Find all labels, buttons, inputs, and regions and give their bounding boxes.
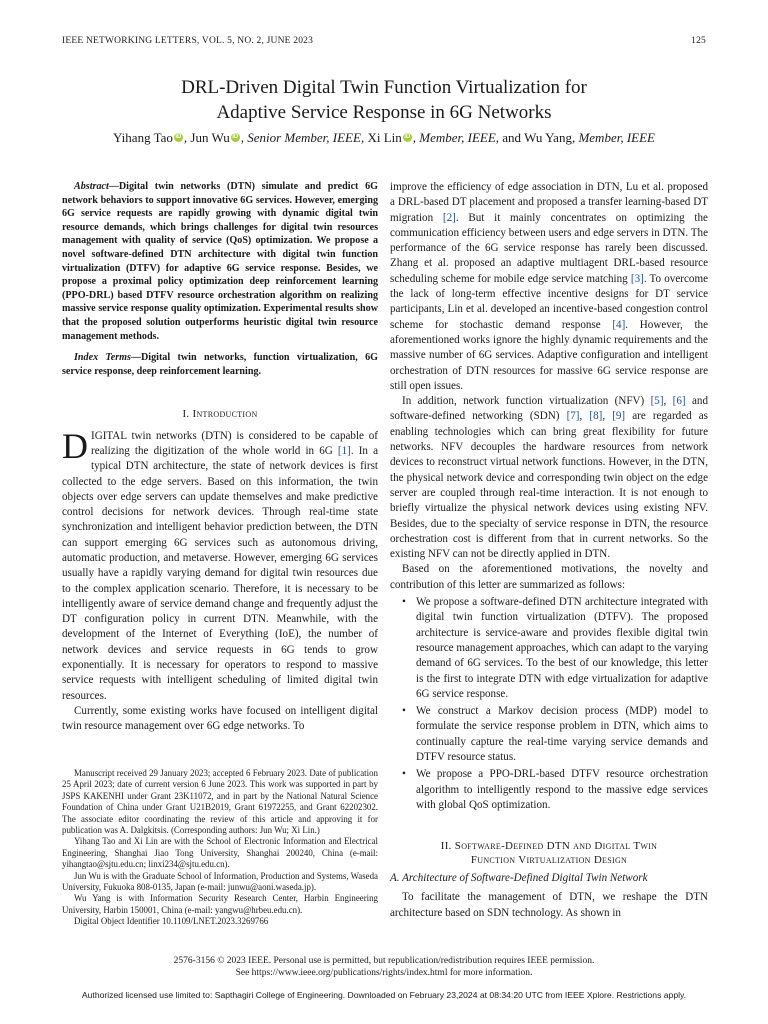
paragraph: Based on the aforementioned motivations, the novelty and contribution of this letter are summarized as follows: [390,563,708,591]
section-heading-2 [390,839,708,867]
section-title: Introduction [192,408,258,421]
orcid-icon[interactable]: iD [404,134,411,140]
citation-link[interactable]: [6] [672,395,686,408]
citation-link[interactable]: [1] [337,444,351,457]
author-separator: , and [495,130,525,145]
citation-link[interactable]: [4] [612,318,626,331]
citation-link[interactable]: [9] [612,410,626,423]
author-name: Wu Yang [524,130,572,145]
paragraph: To facilitate the management of DTN, we reshape the DTN architecture based on SDN technology. As shown in [390,891,708,919]
citation-link[interactable]: [8] [589,410,603,423]
left-column [62,180,378,735]
abstract-text: —Digital twin networks (DTN) simulate and predict 6G network behaviors to support innovative 6G services. However, emerging 6G service requests are rapidly growing with dynamic digital twin resource demands, which brings challenges for digital twin resources management with quality of service (QoS) optimization. We propose a novel software-defined DTN architecture with digital twin function virtualization (DTFV) for adaptive 6G service response. Besides, we propose a proximal policy optimization deep reinforcement learning (PPO-DRL) based DTFV resource orchestration algorithm on realizing massive service response quality optimization. Experimental results show that the proposed solution outperforms heuristic digital twin resource management methods. [62,181,378,342]
author-role: , Member, IEEE [412,130,496,145]
section-title-line: Function Virtualization Design [470,854,628,867]
footnote-affiliation: Jun Wu is with the Graduate School of Information, Production and Systems, Waseda University, Fukuoka 808-0135, Japan (e-mail: junwu@aoni.waseda.jp). [62,870,378,893]
footnotes [62,768,378,928]
paragraph-text: . In a typical DTN architecture, the state of network devices is first collected to the edge servers. Based on this information, the twin objects over edge servers can update themselves and make predictive control decisions for network devices. Through real-time state synchronization and intelligent behavior prediction between, the DTN can support emerging 6G services such as autonomous driving, automatic production, and metaverse. However, emerging 6G services usually have a rapidly varying demand for digital twin resources due to the complex application scenario. Therefore, it is necessary to be intelligently aware of service demand change and frequently adjust the DT configuration policy in current DTN. Meanwhile, with the development of the Internet of Everything (IoE), the number of network devices and service requests in 6G tends to grow exponentially. It is necessary for operators to respond to massive service requests with intelligent scheduling of limited digital twin resources. [62,444,378,702]
page-number: 125 [691,36,706,46]
citation-link[interactable]: [5] [650,395,664,408]
paragraph [390,180,708,394]
section-numeral: I. [182,408,193,421]
footnote-affiliation: Wu Yang is with Information Security Research Center, Harbin Engineering University, Harbin 150001, China (e-mail: yangwu@hrbeu.edu.cn). [62,893,378,915]
copyright-line: See https://www.ieee.org/publications/rights/index.html for more information. [235,968,533,978]
citation-link[interactable]: [2] [442,211,456,224]
title-line-1: DRL-Driven Digital Twin Function Virtualization for [181,77,587,98]
paragraph-text: . To overcome the lack of long-term effective incentive designs for DT service participants, Lin et al. developed an incentive-based congestion control scheme for stochastic demand response [390,272,708,331]
citation-link[interactable]: [3] [630,272,644,285]
paragraph-text: , [579,410,590,423]
paragraph-text: improve the efficiency of edge association in DTN, Lu et al. proposed a DRL-based DT placement and proposed a transfer learning-based DT migration [390,181,708,224]
orcid-icon[interactable]: iD [175,134,182,140]
list-item: • We propose a software-defined DTN architecture integrated with digital twin function virtualization (DTFV). The proposed architecture is service-aware and provides flexible digital twin resource management approaches, which can adapt to the varying demand of 6G services. To the best of our knowledge, this letter is the first to integrate DTN with edge virtualization for adaptive 6G service response. [390,595,708,702]
orcid-icon[interactable]: iD [232,134,239,140]
section-heading-introduction [62,407,378,422]
author-role: , Member, IEEE [571,130,655,145]
paper-title [0,75,768,125]
author-separator: , [360,130,368,145]
author-name: Yihang Tao [113,130,173,145]
index-terms [62,351,378,378]
footnote-affiliation: Yihang Tao and Xi Lin are with the School of Electronic Information and Electrical Engineering, Shanghai Jiao Tong University, Shanghai 200240, China (e-mail: yihangtao@sjtu.edu.cn; linxi234@sjtu.edu.cn). [62,836,378,870]
paragraph-text: IGITAL twin networks (DTN) is considered to be capable of realizing the digitization of the whole world in 6G [91,429,378,457]
section-title-line: II. Software-Defined DTN and Digital Twin [440,840,658,853]
abstract-label: Abstract [74,181,109,192]
paragraph-text: are regarded as enabling technologies which can bring great flexibility for future networks. NFV decouples the hardware resources from network devices to reconstruct virtual network functions. However, in the DTN, the physical network device and corresponding twin object on the edge server are coupled through real-time interaction. It is not enough to briefly virtualize the physical network devices using existing NFV. Besides, due to the specialty of service response in DTN, the resource orchestration cost is different from that in current networks. So the existing NFV can not be directly applied in DTN. [390,410,709,561]
contribution-list [390,595,708,813]
author-name: Jun Wu [190,130,230,145]
paragraph-text: , [602,410,613,423]
author-role: , Senior Member, IEEE [240,130,361,145]
paragraph-text: . However, the aforementioned works ignore the highly dynamic requirements and the massive number of 6G services. Adaptive configuration and intelligent orchestration of DTN resources for massive 6G service response are still open issues. [390,318,708,392]
drop-cap: D [62,425,88,466]
paragraph-text: and software-defined networking (SDN) [390,395,708,423]
subsection-heading: A. Architecture of Software-Defined Digital Twin Network [390,872,648,885]
authorized-use-notice: Authorized licensed use limited to: Sapthagiri College of Engineering. Downloaded on February 23,2024 at 08:34:20 UTC from IEEE Xplore. Restrictions apply. [81,990,687,1000]
journal-citation: IEEE NETWORKING LETTERS, VOL. 5, NO. 2, JUNE 2023 [62,36,314,46]
author-separator: , [183,130,191,145]
index-terms-text: —Digital twin networks, function virtualization, 6G service response, deep reinforcement learning. [62,352,378,377]
title-line-2: Adaptive Service Response in 6G Networks [216,102,552,123]
intro-paragraph-1 [62,425,378,704]
citation-link[interactable]: [7] [566,410,580,423]
copyright-line: 2576-3156 © 2023 IEEE. Personal use is permitted, but republication/redistribution requires IEEE permission. [173,956,595,966]
right-column [390,180,708,921]
abstract [62,180,378,343]
paragraph [390,394,708,562]
paragraph-text: , [663,395,673,408]
index-terms-label: Index Terms [74,352,131,364]
author-name: Xi Lin [367,130,402,145]
footnote-doi: Digital Object Identifier 10.1109/LNET.2023.3269766 [74,916,269,927]
intro-paragraph-2: Currently, some existing works have focused on intelligent digital twin resource management over 6G edge networks. To [62,704,378,733]
paragraph-text: . But it mainly concentrates on optimizing the communication efficiency between users and edge servers in DTN. The performance of the 6G service response has rarely been discussed. Zhang et al. proposed an adaptive multiagent DRL-based resource scheduling scheme for mobile edge service matching [390,211,708,285]
author-list [0,130,768,146]
list-item: • We propose a PPO-DRL-based DTFV resource orchestration algorithm to intelligently respond to the massive edge services with global QoS optimization. [390,767,708,813]
copyright-notice [0,955,768,979]
paragraph-text: In addition, network function virtualization (NFV) [402,395,651,408]
footnote-manuscript: Manuscript received 29 January 2023; accepted 6 February 2023. Date of publication 25 April 2023; date of current version 6 June 2023. This work was supported in part by JSPS KAKENHI under Grant 23K11072, and in part by the National Natural Science Foundation of China under Grant U21B2019, Grant 61972255, and Grant 62202302. The associate editor coordinating the review of this article and approving it for publication was A. Dalgkitsis. (Corresponding authors: Jun Wu; Xi Lin.) [62,768,378,836]
list-item: • We construct a Markov decision process (MDP) model to formulate the service response problem in DTN, which aims to continually capture the real-time varying service demands and DTFV resource status. [390,704,708,765]
